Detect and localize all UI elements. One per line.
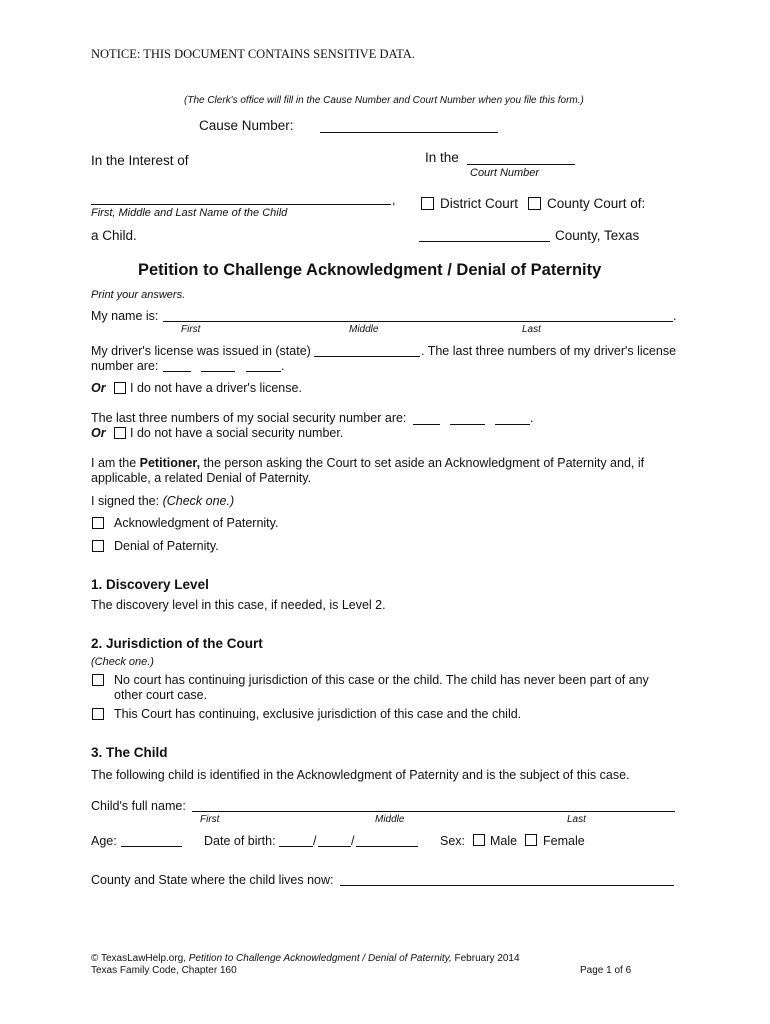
ssn-digit-3[interactable]	[495, 424, 530, 425]
sensitive-data-notice: NOTICE: THIS DOCUMENT CONTAINS SENSITIVE DATA.	[91, 47, 415, 61]
or-label-ssn: Or	[91, 426, 106, 440]
district-court-label: District Court	[440, 196, 519, 211]
name-period: .	[673, 309, 677, 323]
dob-separator-1: /	[313, 834, 317, 848]
ack-option-label: Acknowledgment of Paternity.	[114, 516, 279, 530]
ssn-digit-1[interactable]	[413, 424, 440, 425]
ssn-digit-2[interactable]	[450, 424, 485, 425]
dob-month-field[interactable]	[279, 846, 313, 847]
cause-number-field[interactable]	[320, 132, 498, 133]
child-name-caption: First, Middle and Last Name of the Child	[91, 207, 288, 219]
no-ssn-label: I do not have a social security number.	[130, 426, 344, 440]
dob-label: Date of birth:	[204, 834, 276, 848]
denial-option-label: Denial of Paternity.	[114, 539, 219, 553]
no-ssn-checkbox[interactable]	[114, 427, 126, 439]
dl-digit-1[interactable]	[163, 371, 191, 372]
section3-text: The following child is identified in the Acknowledgment of Paternity and is the subject of this case.	[91, 768, 630, 782]
a-child-label: a Child.	[91, 228, 137, 243]
section2-title: 2. Jurisdiction of the Court	[91, 636, 263, 651]
clerk-note: (The Clerk's office will fill in the Cause Number and Court Number when you file this form.)	[184, 95, 584, 106]
district-court-checkbox[interactable]	[421, 197, 434, 210]
my-name-label: My name is:	[91, 309, 159, 323]
footer-copyright: © TexasLawHelp.org, Petition to Challenge Acknowledgment / Denial of Paternity, February 2014	[91, 953, 520, 964]
ack-checkbox[interactable]	[92, 517, 104, 529]
juris-option1-checkbox[interactable]	[92, 674, 104, 686]
cause-number-label: Cause Number:	[199, 118, 294, 133]
child-caption-last: Last	[567, 814, 586, 825]
dl-digit-2[interactable]	[201, 371, 235, 372]
interest-label: In the Interest of	[91, 153, 189, 168]
dl-last-three-label: . The last three numbers of my driver's license	[421, 344, 677, 358]
county-texas-label: County, Texas	[555, 228, 640, 243]
child-caption-middle: Middle	[375, 814, 405, 825]
child-caption-first: First	[200, 814, 220, 825]
dob-year-field[interactable]	[356, 846, 418, 847]
male-label: Male	[490, 834, 518, 848]
dob-day-field[interactable]	[318, 846, 351, 847]
county-field[interactable]	[419, 241, 550, 242]
petitioner-statement: I am the Petitioner, the person asking the Court to set aside an Acknowledgment of Paternity and, if	[91, 456, 645, 470]
female-checkbox[interactable]	[525, 834, 537, 846]
my-name-field[interactable]	[163, 321, 673, 322]
signed-label: I signed the: (Check one.)	[91, 494, 235, 508]
name-caption-middle: Middle	[349, 324, 379, 335]
name-caption-first: First	[181, 324, 201, 335]
child-name-comma: ,	[392, 193, 396, 207]
print-answers-note: Print your answers.	[91, 289, 186, 301]
page-title: Petition to Challenge Acknowledgment / Denial of Paternity	[138, 261, 602, 279]
page-number: Page 1 of 6	[580, 965, 632, 976]
child-name-field[interactable]	[91, 204, 391, 205]
ssn-period: .	[530, 411, 534, 425]
child-full-name-label: Child's full name:	[91, 799, 186, 813]
no-dl-label: I do not have a driver's license.	[130, 381, 302, 395]
county-court-checkbox[interactable]	[528, 197, 541, 210]
juris-option1-label-line2: other court case.	[114, 688, 208, 702]
section3-title: 3. The Child	[91, 745, 168, 760]
county-state-field[interactable]	[340, 885, 674, 886]
footer-statute: Texas Family Code, Chapter 160	[91, 965, 237, 976]
county-state-label: County and State where the child lives now:	[91, 873, 334, 887]
in-the-label: In the	[425, 150, 459, 165]
section1-title: 1. Discovery Level	[91, 577, 209, 592]
dl-period: .	[281, 359, 285, 373]
juris-option1-label: No court has continuing jurisdiction of this case or the child. The child has never been part of any	[114, 673, 649, 687]
dl-digit-3[interactable]	[246, 371, 281, 372]
male-checkbox[interactable]	[473, 834, 485, 846]
juris-option2-label: This Court has continuing, exclusive jurisdiction of this case and the child.	[114, 707, 522, 721]
ssn-label: The last three numbers of my social security number are:	[91, 411, 407, 425]
dl-state-field[interactable]	[314, 356, 420, 357]
denial-checkbox[interactable]	[92, 540, 104, 552]
dl-state-label: My driver's license was issued in (state)	[91, 344, 311, 358]
female-label: Female	[543, 834, 585, 848]
section1-text: The discovery level in this case, if needed, is Level 2.	[91, 598, 386, 612]
dob-separator-2: /	[351, 834, 355, 848]
age-label: Age:	[91, 834, 117, 848]
child-full-name-field[interactable]	[192, 811, 675, 812]
petitioner-statement-line2: applicable, a related Denial of Paternity.	[91, 471, 312, 485]
court-number-field[interactable]	[467, 164, 575, 165]
dl-number-label: number are:	[91, 359, 159, 373]
name-caption-last: Last	[522, 324, 541, 335]
age-field[interactable]	[121, 846, 182, 847]
or-label-dl: Or	[91, 381, 106, 395]
section2-check-note: (Check one.)	[91, 656, 154, 668]
county-court-label: County Court of:	[547, 196, 646, 211]
court-number-caption: Court Number	[470, 167, 540, 179]
no-dl-checkbox[interactable]	[114, 382, 126, 394]
sex-label: Sex:	[440, 834, 466, 848]
juris-option2-checkbox[interactable]	[92, 708, 104, 720]
